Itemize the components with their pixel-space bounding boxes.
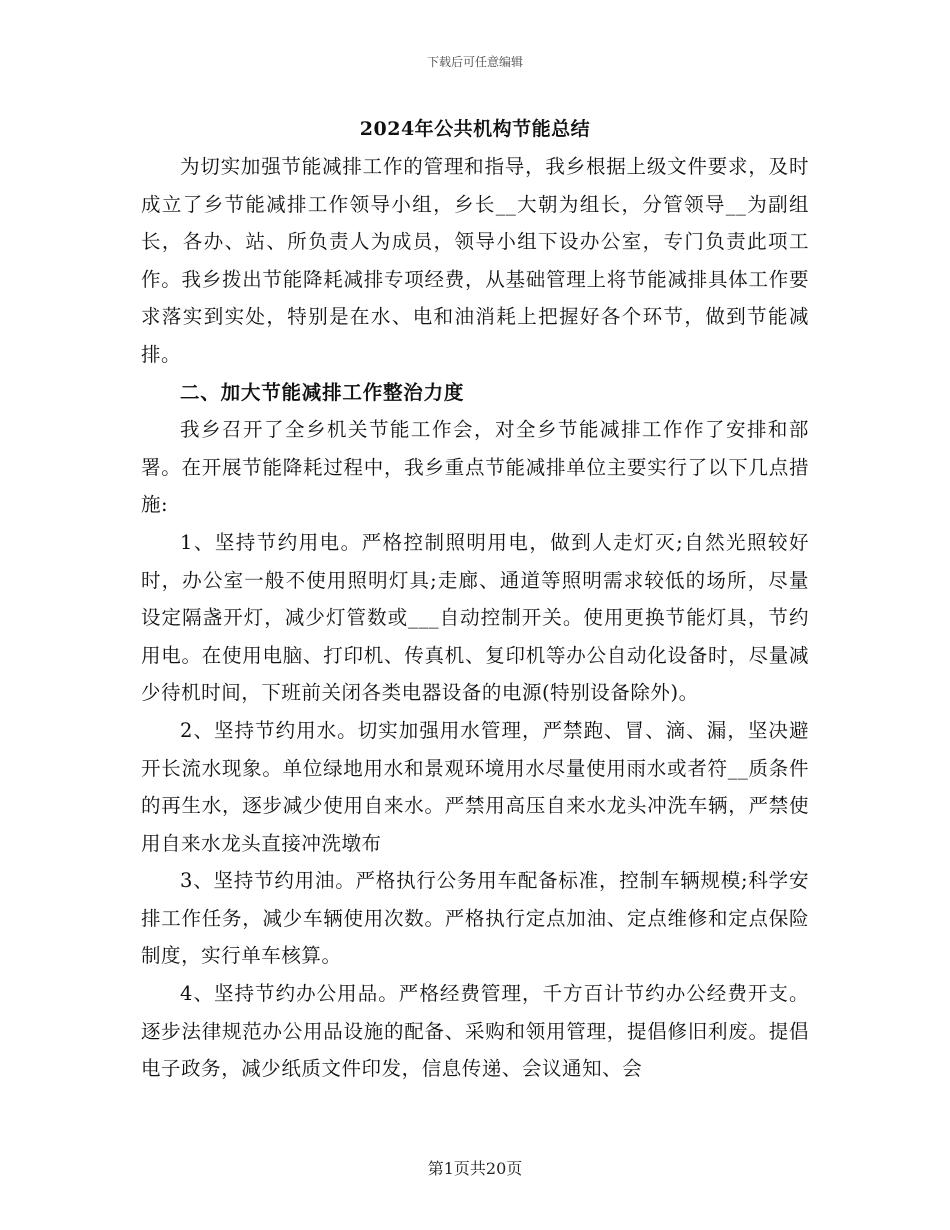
page-indicator: 第1页共20页 xyxy=(427,1159,523,1178)
document-body xyxy=(141,148,809,1088)
header-note: 下载后可任意编辑 xyxy=(426,55,523,69)
paragraph-meeting: 我乡召开了全乡机关节能工作会，对全乡节能减排工作作了安排和部署。在开展节能降耗过程中，我乡重点节能减排单位主要实行了以下几点措施: xyxy=(141,418,809,517)
paragraph-water: 2、坚持节约用水。切实加强用水管理，严禁跑、冒、滴、漏，坚决避开长流水现象。单位绿地用水和景观环境用水尽量使用雨水或者符__质条件的再生水，逐步减少使用自来水。严禁用高压自来水龙头冲洗车辆，严禁使用自来水龙头直接冲洗墩布 xyxy=(141,718,809,855)
paragraph-oil: 3、坚持节约用油。严格执行公务用车配备标准，控制车辆规模;科学安排工作任务，减少车辆使用次数。严格执行定点加油、定点维修和定点保险制度，实行单车核算。 xyxy=(141,869,809,968)
document-title: 2024年公共机构节能总结 xyxy=(359,118,591,140)
section-heading: 二、加大节能减排工作整治力度 xyxy=(180,380,465,404)
paragraph-electricity: 1、坚持节约用电。严格控制照明用电，做到人走灯灭;自然光照较好时，办公室一般不使用照明灯具;走廊、通道等照明需求较低的场所，尽量设定隔盏开灯，减少灯管数或___自动控制开关。使用更换节能灯具，节约用电。在使用电脑、打印机、传真机、复印机等办公自动化设备时，尽量减少待机时间，下班前关闭各类电器设备的电源(特别设备除外)。 xyxy=(141,530,809,705)
paragraph-office-supplies: 4、坚持节约办公用品。严格经费管理，千方百计节约办公经费开支。逐步法律规范办公用品设施的配备、采购和领用管理，提倡修旧利废。提倡电子政务，减少纸质文件印发，信息传递、会议通知、会 xyxy=(141,982,809,1081)
paragraph-intro: 为切实加强节能减排工作的管理和指导，我乡根据上级文件要求，及时成立了乡节能减排工作领导小组，乡长__大朝为组长，分管领导__为副组长，各办、站、所负责人为成员，领导小组下设办公室，专门负责此项工作。我乡拨出节能降耗减排专项经费，从基础管理上将节能减排具体工作要求落实到实处，特别是在水、电和油消耗上把握好各个环节，做到节能减排。 xyxy=(141,155,809,366)
